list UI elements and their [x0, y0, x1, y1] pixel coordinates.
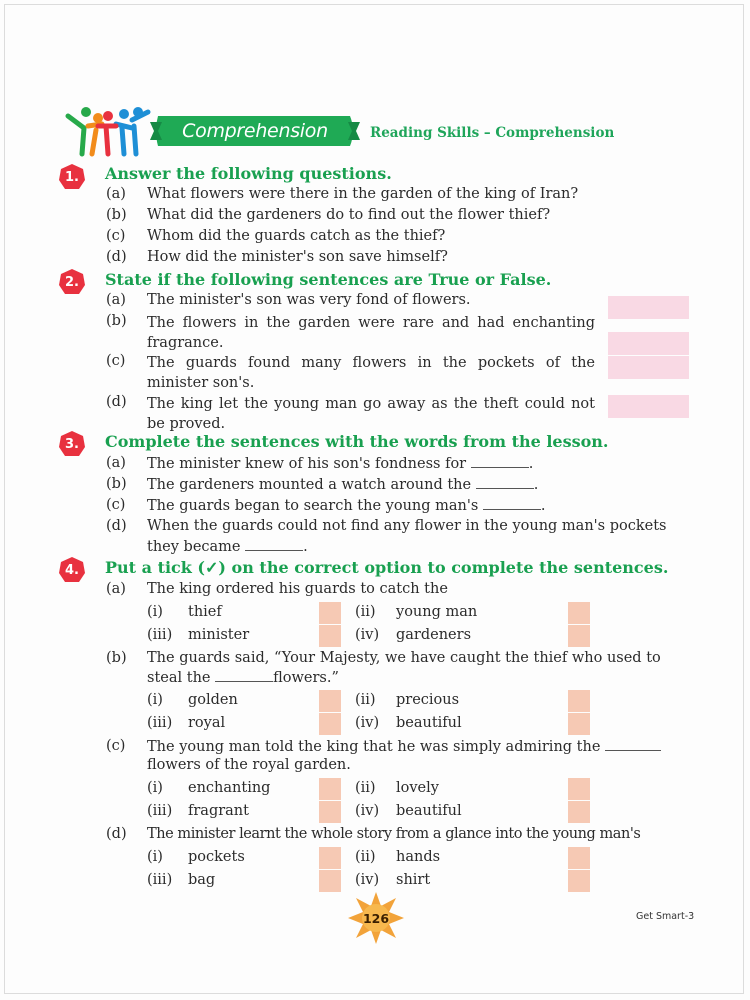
option-text: shirt	[396, 872, 431, 888]
fill-blank-sentence: The minister knew of his son's fondness for .	[147, 456, 534, 472]
option-number: (iii)	[147, 715, 173, 731]
item-label: (c)	[106, 353, 126, 369]
statement-text: The flowers in the garden were rare and had enchanting fragrance.	[147, 315, 595, 351]
true-false-answer-box[interactable]	[608, 356, 689, 379]
option-number: (iii)	[147, 872, 173, 888]
option-text: pockets	[188, 849, 245, 865]
mcq-question-text: The minister learnt the whole story from a glance into the young man's	[147, 826, 641, 842]
option-text: gardeners	[396, 627, 472, 643]
option-number: (iv)	[355, 715, 380, 731]
item-label: (b)	[106, 476, 127, 492]
banner-title: Comprehension	[182, 120, 328, 142]
tick-box[interactable]	[568, 778, 590, 800]
option-number: (ii)	[355, 692, 376, 708]
section-number-badge: 3.	[58, 430, 86, 458]
option-number: (ii)	[355, 780, 376, 796]
tick-box[interactable]	[568, 801, 590, 823]
fill-blank-sentence: they became .	[147, 539, 308, 555]
answer-blank[interactable]	[605, 738, 661, 751]
section-title: Answer the following questions.	[105, 164, 392, 183]
section-number-badge: 1.	[58, 163, 86, 191]
option-text: precious	[396, 692, 460, 708]
item-label: (d)	[106, 518, 127, 534]
tick-box[interactable]	[568, 690, 590, 712]
option-text: royal	[188, 715, 226, 731]
tick-box[interactable]	[568, 870, 590, 892]
mcq-question-text: The guards said, “Your Majesty, we have caught the thief who used to	[147, 650, 661, 666]
option-text: fragrant	[188, 803, 249, 819]
tick-box[interactable]	[319, 801, 341, 823]
tick-box[interactable]	[568, 602, 590, 624]
question-text: How did the minister's son save himself?	[147, 249, 448, 265]
fill-blank-sentence-line: When the guards could not find any flower in the young man's pockets	[147, 518, 667, 534]
statement-text: The guards found many flowers in the pockets of the minister son's.	[147, 355, 595, 391]
item-label: (d)	[106, 249, 127, 265]
option-number: (iv)	[355, 872, 380, 888]
section-number-badge: 2.	[58, 268, 86, 296]
item-label: (d)	[106, 826, 127, 842]
option-number: (iii)	[147, 803, 173, 819]
option-text: lovely	[396, 780, 439, 796]
item-label: (b)	[106, 313, 127, 329]
question-text: What flowers were there in the garden of the king of Iran?	[147, 186, 579, 202]
option-number: (i)	[147, 604, 163, 620]
true-false-answer-box[interactable]	[608, 395, 689, 418]
mcq-question-text: steal the flowers.”	[147, 670, 339, 686]
item-label: (c)	[106, 497, 126, 513]
option-number: (iv)	[355, 627, 380, 643]
option-text: hands	[396, 849, 441, 865]
option-text: beautiful	[396, 715, 462, 731]
item-label: (c)	[106, 228, 126, 244]
mcq-question-text: flowers of the royal garden.	[147, 757, 351, 773]
tick-box[interactable]	[319, 870, 341, 892]
item-label: (a)	[106, 581, 126, 597]
answer-blank[interactable]	[215, 669, 273, 682]
item-label: (a)	[106, 292, 126, 308]
section-title: Put a tick (✓) on the correct option to complete the sentences.	[105, 558, 669, 577]
option-number: (ii)	[355, 604, 376, 620]
page-number: 126	[362, 910, 390, 926]
option-text: thief	[188, 604, 222, 620]
tick-box[interactable]	[568, 847, 590, 869]
true-false-answer-box[interactable]	[608, 332, 689, 355]
question-text: Whom did the guards catch as the thief?	[147, 228, 446, 244]
tick-box[interactable]	[319, 602, 341, 624]
section-title: State if the following sentences are True or False.	[105, 270, 552, 289]
tick-box[interactable]	[319, 690, 341, 712]
item-label: (d)	[106, 394, 127, 410]
tick-box[interactable]	[319, 847, 341, 869]
option-text: minister	[188, 627, 250, 643]
statement-text: The minister's son was very fond of flowers.	[147, 292, 471, 308]
option-text: beautiful	[396, 803, 462, 819]
option-text: golden	[188, 692, 238, 708]
answer-blank[interactable]	[476, 476, 534, 489]
item-label: (b)	[106, 650, 127, 666]
section-title: Complete the sentences with the words from the lesson.	[105, 432, 609, 451]
tick-box[interactable]	[568, 713, 590, 735]
option-text: bag	[188, 872, 216, 888]
fill-blank-sentence: The guards began to search the young man's .	[147, 498, 546, 514]
item-label: (a)	[106, 455, 126, 471]
item-label: (c)	[106, 738, 126, 754]
option-number: (i)	[147, 780, 163, 796]
tick-box[interactable]	[319, 778, 341, 800]
tick-box[interactable]	[319, 625, 341, 647]
option-number: (iv)	[355, 803, 380, 819]
statement-text: The king let the young man go away as the theft could not be proved.	[147, 396, 595, 432]
option-text: enchanting	[188, 780, 271, 796]
tick-box[interactable]	[568, 625, 590, 647]
header-subtitle: Reading Skills – Comprehension	[370, 125, 615, 141]
option-number: (iii)	[147, 627, 173, 643]
fill-blank-sentence: The gardeners mounted a watch around the .	[147, 477, 539, 493]
answer-blank[interactable]	[471, 455, 529, 468]
item-label: (a)	[106, 186, 126, 202]
true-false-answer-box[interactable]	[608, 296, 689, 319]
children-logo-icon	[62, 102, 154, 158]
option-text: young man	[396, 604, 478, 620]
option-number: (i)	[147, 849, 163, 865]
answer-blank[interactable]	[245, 538, 303, 551]
item-label: (b)	[106, 207, 127, 223]
mcq-question-text: The king ordered his guards to catch the	[147, 581, 448, 597]
book-title: Get Smart-3	[636, 911, 695, 922]
section-number-badge: 4.	[58, 556, 86, 584]
question-text: What did the gardeners do to find out the flower thief?	[147, 207, 551, 223]
option-number: (i)	[147, 692, 163, 708]
mcq-question-text: The young man told the king that he was simply admiring the	[147, 738, 661, 755]
answer-blank[interactable]	[483, 497, 541, 510]
tick-box[interactable]	[319, 713, 341, 735]
option-number: (ii)	[355, 849, 376, 865]
